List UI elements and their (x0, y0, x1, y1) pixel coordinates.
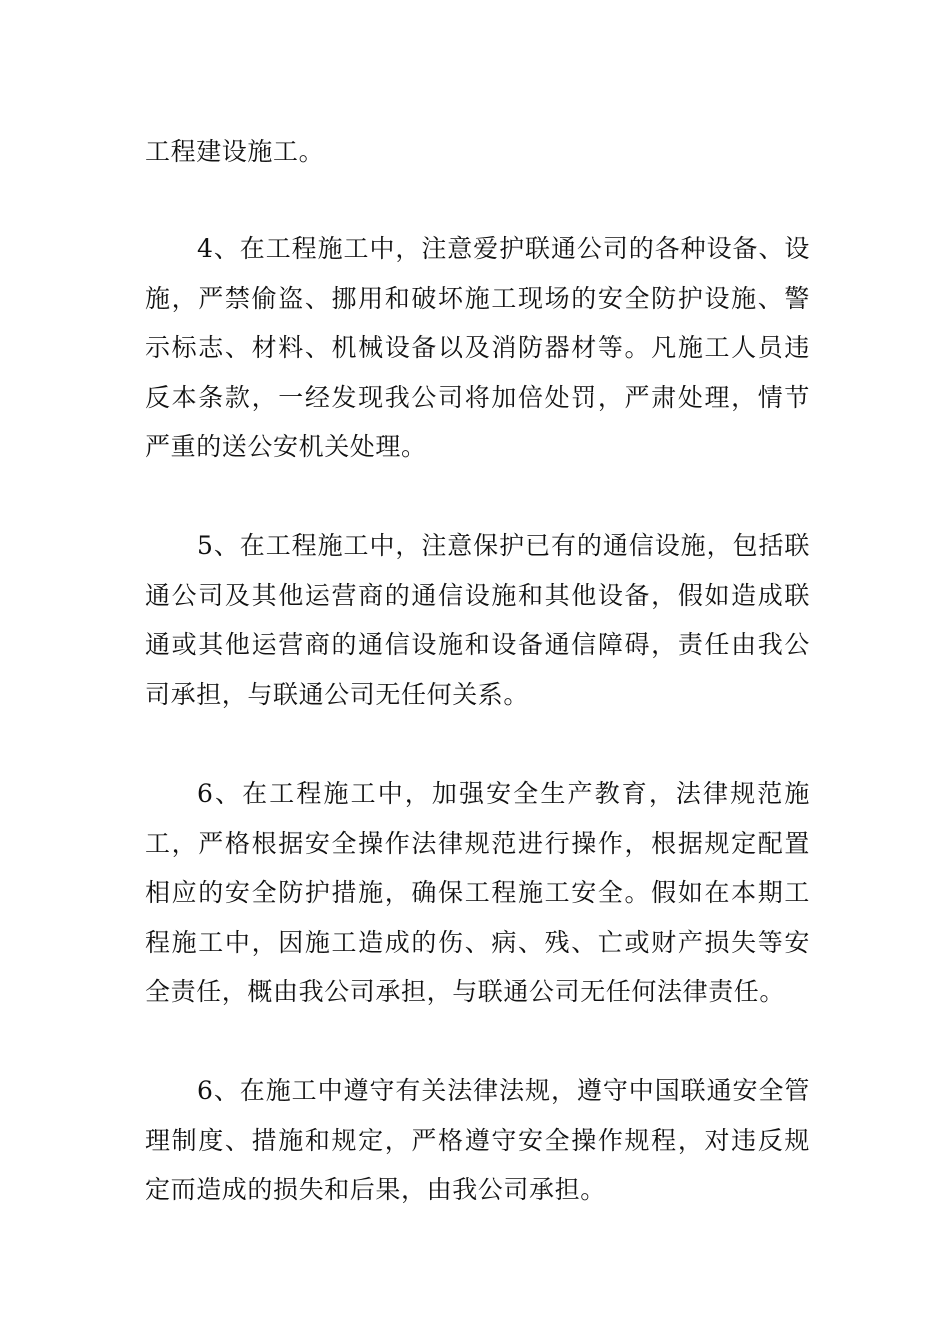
paragraph-continuation: 工程建设施工。 (145, 137, 325, 166)
paragraph-clause-6a: 6、在工程施工中，加强安全生产教育，法律规范施工，严格根据安全操作法律规范进行操作，根据规定配置相应的安全防护措施，确保工程施工安全。假如在本期工程施工中，因施工造成的伤、病、残、亡或财产损失等安全责任，概由我公司承担，与联通公司无任何法律责任。 (145, 779, 810, 1006)
paragraph-clause-4: 4、在工程施工中，注意爱护联通公司的各种设备、设施，严禁偷盗、挪用和破坏施工现场的安全防护设施、警示标志、材料、机械设备以及消防器材等。凡施工人员违反本条款，一经发现我公司将加倍处罚，严肃处理，情节严重的送公安机关处理。 (145, 234, 810, 461)
paragraph-clause-5: 5、在工程施工中，注意保护已有的通信设施，包括联通公司及其他运营商的通信设施和其他设备，假如造成联通或其他运营商的通信设施和设备通信障碍，责任由我公司承担，与联通公司无任何关系。 (145, 531, 810, 709)
paragraph-clause-6b: 6、在施工中遵守有关法律法规，遵守中国联通安全管理制度、措施和规定，严格遵守安全操作规程，对违反规定而造成的损失和后果，由我公司承担。 (145, 1076, 810, 1204)
